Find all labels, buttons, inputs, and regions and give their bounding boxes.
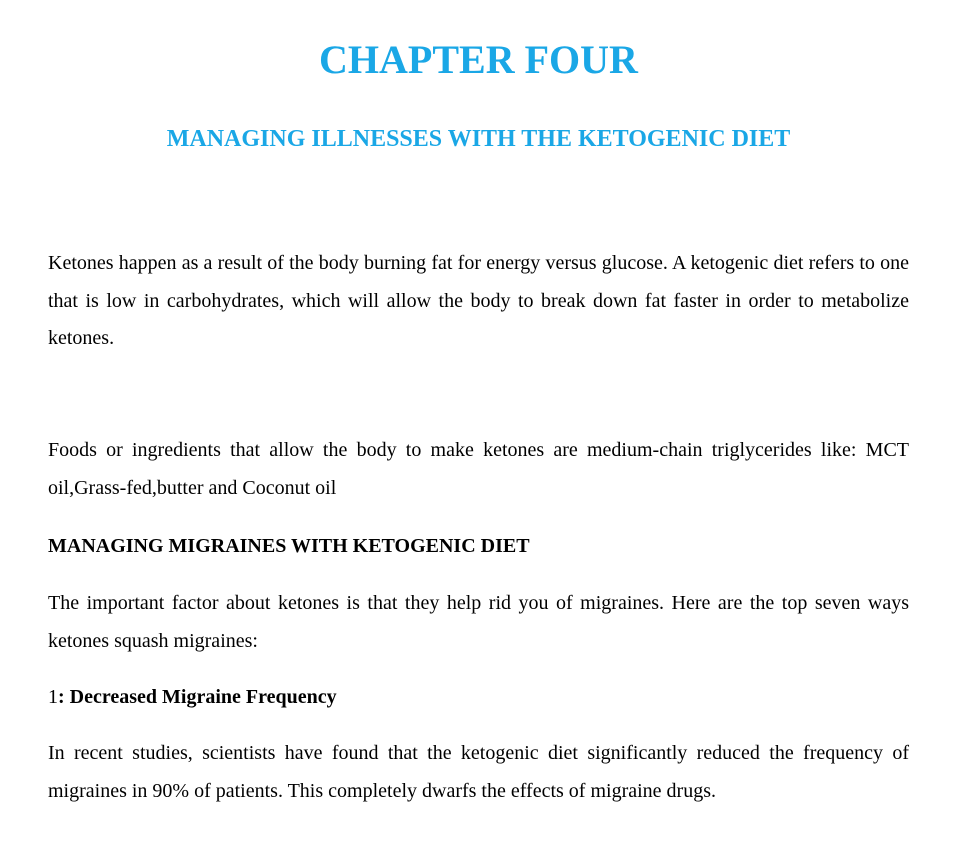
migraine-intro-paragraph: The important factor about ketones is that they help rid you of migraines. Here are the top seven ways ketones squash migraines: xyxy=(48,592,909,652)
point-1-number: 1 xyxy=(48,686,58,708)
point-1-title: : Decreased Migraine Frequency xyxy=(58,686,337,708)
chapter-title: CHAPTER FOUR xyxy=(319,37,638,82)
frequency-paragraph: In recent studies, scientists have found that the ketogenic diet significantly reduced the frequency of migraines in 90% of patients. This completely dwarfs the effects of migraine drugs. xyxy=(48,742,909,802)
migraines-section-heading: MANAGING MIGRAINES WITH KETOGENIC DIET xyxy=(48,535,530,557)
chapter-subtitle: MANAGING ILLNESSES WITH THE KETOGENIC DIET xyxy=(166,126,791,152)
point-1-heading xyxy=(48,682,909,712)
foods-paragraph: Foods or ingredients that allow the body to make ketones are medium-chain triglycerides like: MCT oil,Grass-fed,butter and Coconut oil xyxy=(48,439,909,499)
intro-paragraph: Ketones happen as a result of the body burning fat for energy versus glucose. A ketogenic diet refers to one that is low in carbohydrates, which will allow the body to break down fat faster in order to metabolize ketones. xyxy=(48,252,909,349)
